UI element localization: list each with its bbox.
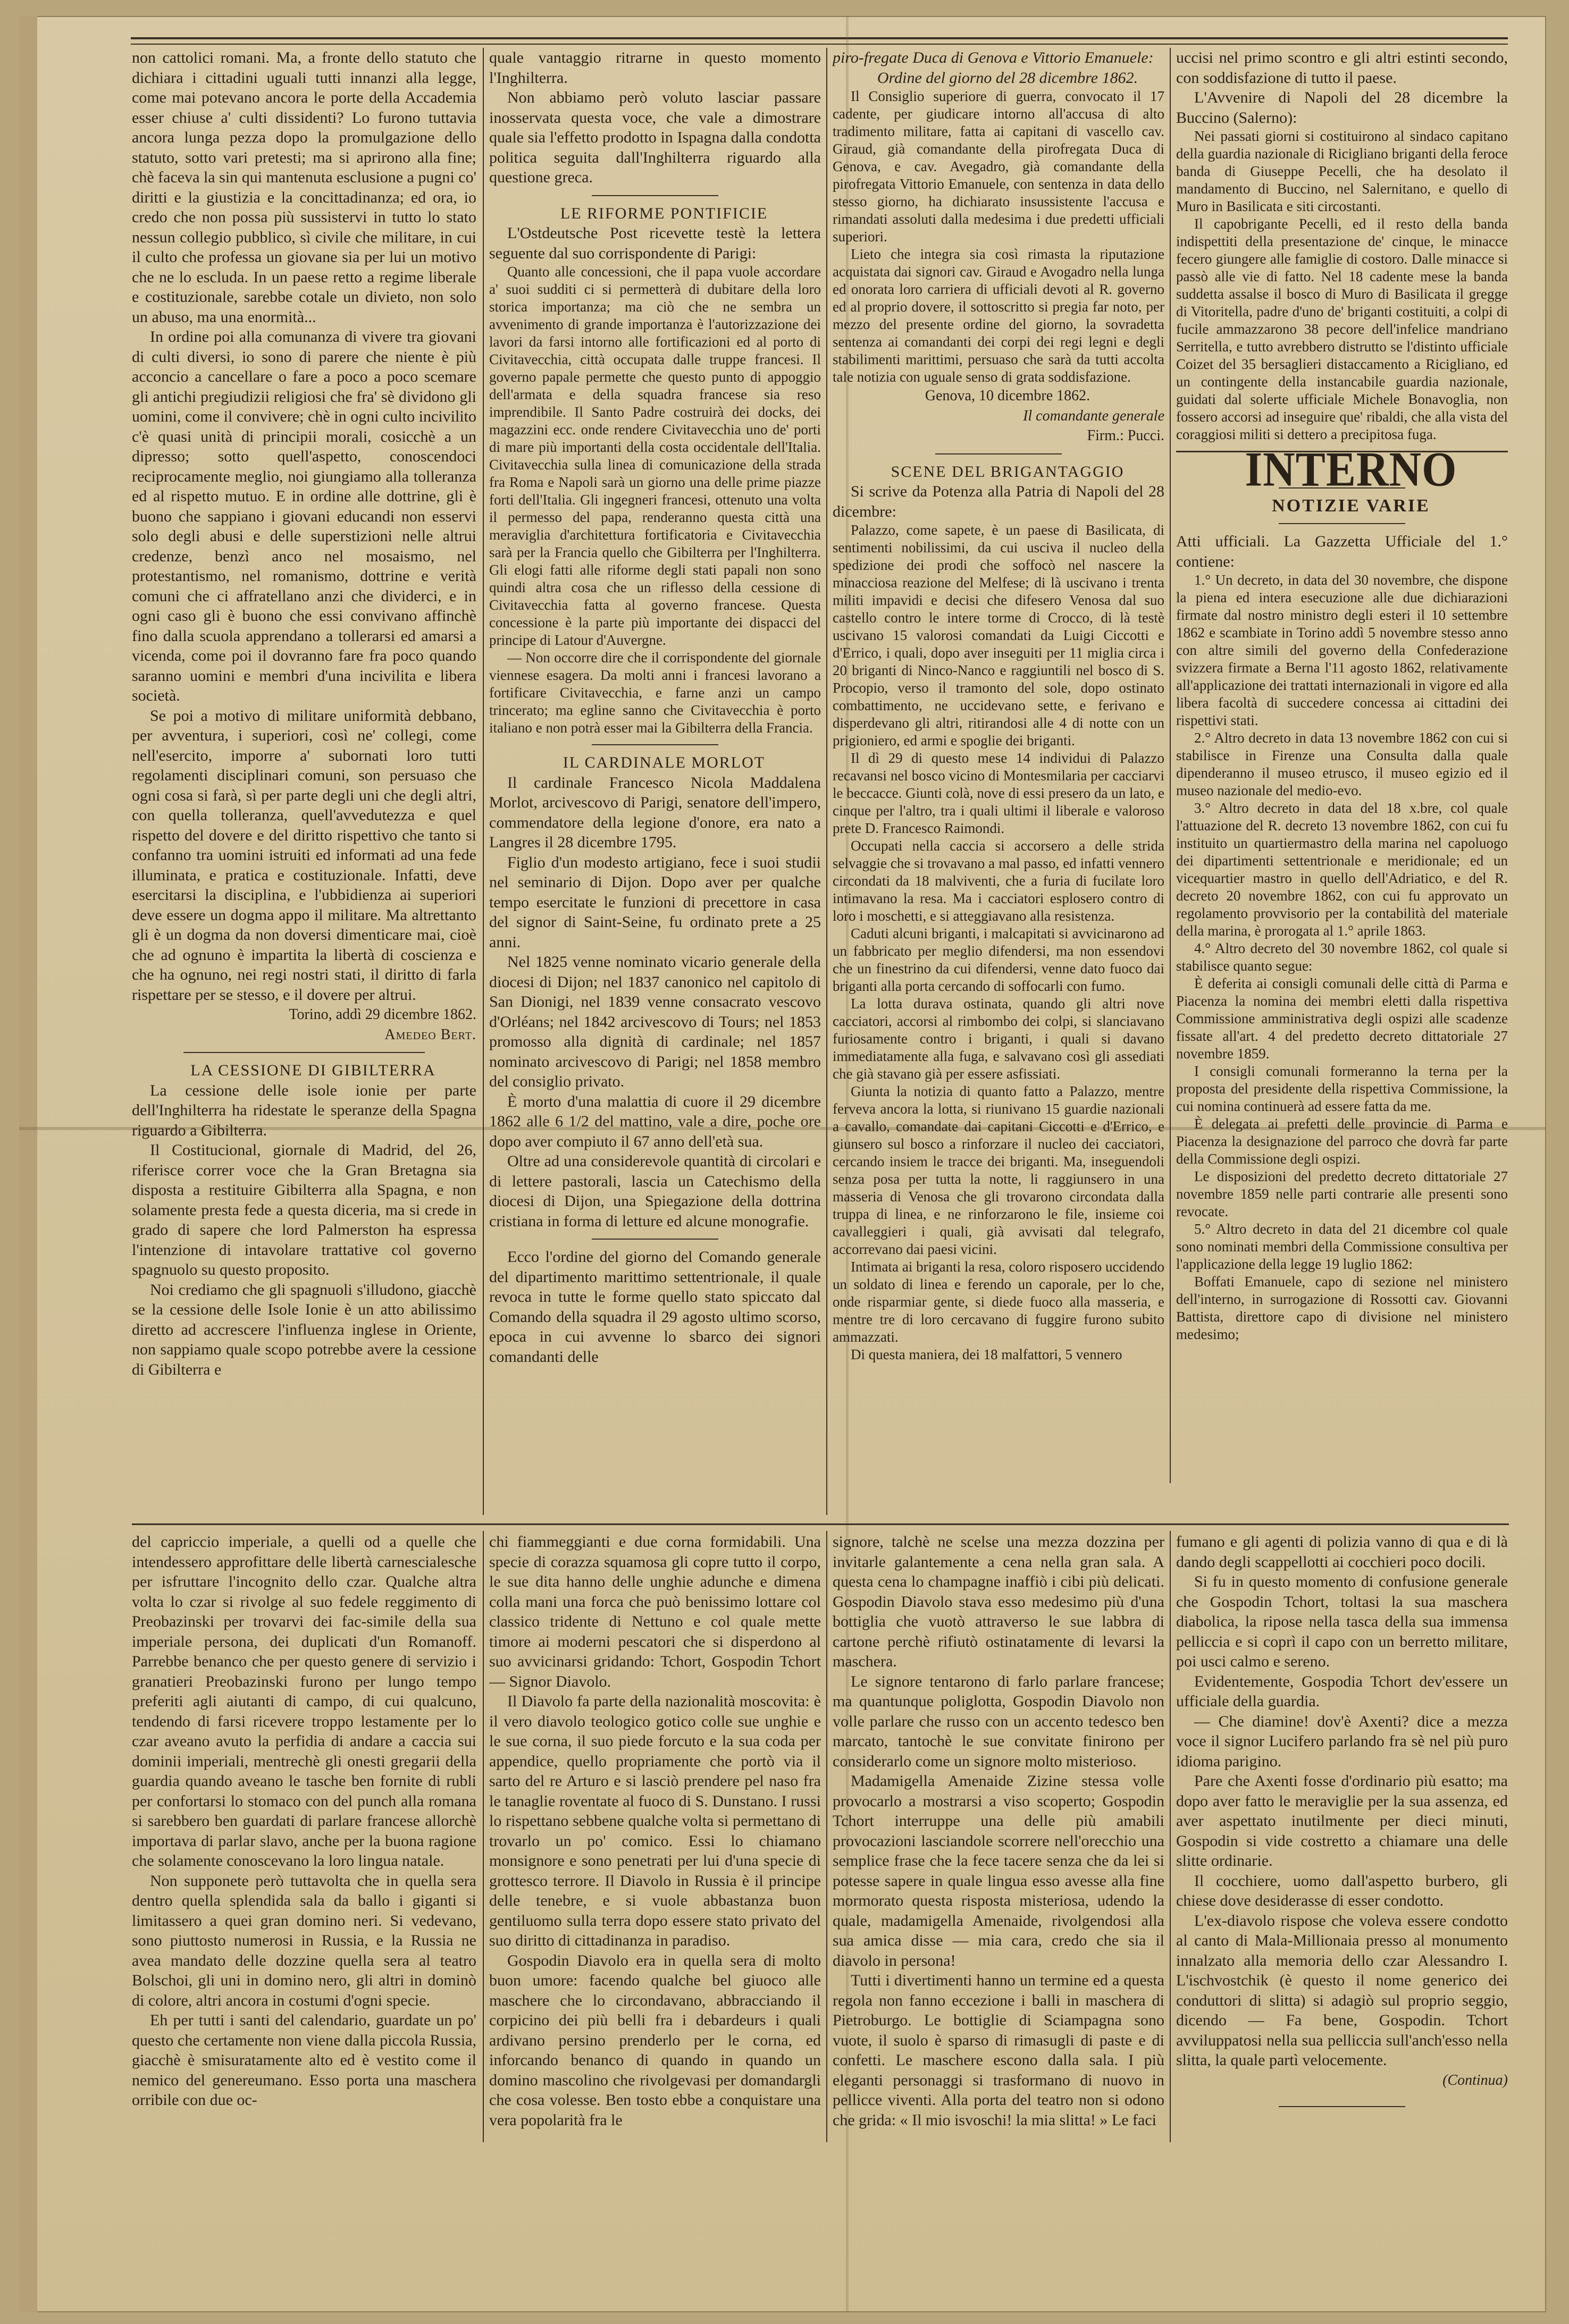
article-text: Ecco l'ordine del giorno del Comando generale del dipartimento marittimo settentrionale, il quale revoca in tutte le forme quello stato spiccato dal Comando della squadra il 29 agosto ultimo scorso, epoca in cui avvenne lo sbarco dei signori comandanti delle	[489, 1248, 821, 1366]
decree-item: I consigli comunali formeranno la terna per la proposta del presidente della rispettiva Commissione, la cui nomina continuerà ad essere fatta da me.	[1176, 1063, 1508, 1114]
section-rule	[592, 1239, 718, 1240]
section-rule	[183, 1052, 425, 1053]
article-text: Palazzo, come sapete, è un paese di Basilicata, di sentimenti nobilissimi, da cui usciva il nucleo della spedizione dei prodi che soffocò nel nascere la minacciosa reazione del Melfese; di là uscivano i trenta militi impavidi e decisi che difesero Venosa dal suo castello contro le intere torme di Crocco, di là testè uscivano 15 valorosi comandati da Luigi Ciccotti e d'Errico, i quali, dopo aver inseguiti per 11 miglia circa i 20 briganti di Ninco-Nanco e raggiuntili nel bosco di S. Procopio, verso il tramonto del sole, dopo ostinato combattimento, ne uccidevano sette, e ferivano e disperdevano gli altri, ritirandosi alle 4 di notte con un prigioniero, ed armi e spoglie dei briganti.	[833, 522, 1164, 748]
article-text: Il capobrigante Pecelli, ed il resto della banda indispettiti della presentazione de' cinque, le minacce fecero giungere alle famiglie di costoro. Dalle minacce si passò alle vie di fatto. Nel 18 cadente mese la banda suddetta assalse il bosco di Muro di Basilicata il gregge di Vitoritella, padre d'uno de' briganti costituiti, a colpi di fucile ammazzarono 38 pecore dell'infelice mandriano Serritella, e tutto avrebbero distrutto se l'distinto ufficiale Coizet del 35 bersaglieri distaccamento a Ricigliano, ed un contingente della instancabile guardia nazionale, guidati dal solerte ufficiale Michele Bonavoglia, non fossero accorsi ad inseguire que' ribaldi, che alla vista del coraggiosi militi si dettero a precipitosa fuga.	[1176, 216, 1508, 442]
article-text: È morto d'una malattia di cuore il 29 dicembre 1862 alle 6 1/2 del mattino, vale a dire, poche ore dopo aver compiuto il 67 anno dell'età sua.	[489, 1092, 821, 1150]
article-text: Se poi a motivo di militare uniformità debbano, per avventura, i superiori, così ne' collegi, come nell'esercito, imporre a' subornati loro tutti regolamenti disciplinari comuni, son persuaso che ogni cosa si farà, sì per parte degli uni che degli altri, con quella tolleranza, quell'avvedutezza e quel rispetto del dovere e del diritto rispettivo che tanto si confanno tra uomini istruiti ed informati ad una fede illuminata, e pratica e costituzionale. Infatti, deve esercitarsi la disciplina, e l'ubbidienza ai superiori deve essere un dogma appo il militare. Ma altrettanto gli è un dogma da non doversi dimenticare mai, cioè che ad ognuno è impartita la libertà di coscienza e che ha ognuno, nei regi nostri stati, il diritto di farla rispettare per se stesso, e il dovere per altrui.	[132, 706, 476, 1004]
feuilleton-text: Madamigella Amenaide Zizine stessa volle provocarlo a mostrarsi a viso scoperto; Gospodin Tchort interruppe una delle più amabili provocazioni lasciandole scorrere nell'orecchio una semplice frase che la fece tacere senza che da lei si potesse sapere in quale lingua esso avesse alla fine mormorato questa risposta misteriosa, udendo la quale, madamigella Amenaide, rivolgendosi alla sua amica disse — mia cara, credo che sia il diavolo in persona!	[833, 1772, 1164, 1969]
column-divider	[1170, 1531, 1171, 2142]
article-text: Giunta la notizia di quanto fatto a Palazzo, mentre ferveva ancora la lotta, si riunivano 15 guardie nazionali a cavallo, comandate dai capitani Ciccotti e d'Errico, e giunsero sul bosco a rinforzare il nucleo dei cacciatori, cercando insiem le tracce dei briganti. Ma, inseguendoli senza posa per tutta la notte, li raggiunsero in una masseria di Venosa che gli trovarono circondata dalla truppa di linea, e ne rinforzarono le file, insieme coi cavalleggieri i quali, già avvisati dal telegrafo, accorrevano dai paesi vicini.	[833, 1083, 1164, 1257]
article-text: Non abbiamo però voluto lasciar passare inosservata questa voce, che vale a dimostrare quale sia l'effetto prodotto in Ispagna dalla condotta politica seguita dall'Inghilterra riguardo alla questione greca.	[489, 89, 821, 186]
header-rule	[131, 37, 1508, 45]
article-text: Si scrive da Potenza alla Patria di Napoli del 28 dicembre:	[833, 483, 1164, 520]
editorial-note: — Non occorre dire che il corrispondente del giornale viennese esagera. Da molti anni i francesi lavorano a fortificare Civitavecchia, e farne anzi un campo trincerato; ma egline sanno che Civitavecchia è porto italiano e non potrà esser mai la Gibilterra della Francia.	[489, 650, 821, 736]
end-rule	[1279, 2106, 1405, 2107]
article-text: La lotta durava ostinata, quando gli altri nove cacciatori, accorsi al rimbombo dei colpi, si slanciavano furiosamente contro i briganti, i quali si davano immediatamente alla fuga, e salvavano così gli assediati che già stavano già per essere asfissiati.	[833, 996, 1164, 1082]
section-heading: IL CARDINALE MORLOT	[563, 754, 766, 771]
article-text: quale vantaggio ritrarne in questo momento l'Inghilterra.	[489, 49, 821, 87]
page-edge-left	[19, 16, 37, 2312]
column-4	[1176, 48, 1508, 1494]
section-heading: LA CESSIONE DI GIBILTERRA	[190, 1062, 436, 1079]
feuilleton-text: Pare che Axenti fosse d'ordinario più esatto; ma dopo aver fatto le meraviglie per la sua assenza, ed aver aspettato inutilmente per dieci minuti, Gospodin si vide costretto a chiamare una delle slitte ordinarie.	[1176, 1772, 1508, 1870]
decree-item: Le disposizioni del predetto decreto dittatoriale 27 novembre 1859 nelle parti contrarie alle presenti sono revocate.	[1176, 1168, 1508, 1219]
article-text: Noi crediamo che gli spagnuoli s'illudono, giacchè se la cessione delle Isole Ionie è un atto abilissimo diretto ad accrescere l'influenza inglese in Oriente, non sappiamo quale scopo potrebbe avere la cessione di Gibilterra e	[132, 1281, 476, 1378]
decree-item: 5.° Altro decreto in data del 21 dicembre col quale sono nominati membri della Commissione consultiva per l'applicazione della legge 19 luglio 1862:	[1176, 1221, 1508, 1272]
dateline: Torino, addì 29 dicembre 1862.	[289, 1006, 476, 1023]
order-title: Ordine del giorno del 28 dicembre 1862.	[877, 69, 1138, 87]
feuilleton-text: Tutti i divertimenti hanno un termine ed a questa regola non fanno eccezione i balli in maschera di Pietroburgo. Le bottiglie di Sciampagna sono vuote, il suolo è sparso di rimasugli di paste e di confetti. Le maschere escono dalla sala. I più eleganti personaggi si trasformano di nuovo in pellicce viventi. Alla porta del teatro non si odono che grida: « Il mio isvoschi! la mia slitta! » Le faci	[833, 1972, 1164, 2129]
feuilleton-column-3	[833, 1532, 1164, 2149]
article-text: uccisi nel primo scontro e gli altri estinti secondo, con soddisfazione di tutto il paese.	[1176, 49, 1508, 87]
order-text: Lieto che integra sia così rimasta la riputazione acquistata dai signori cav. Giraud e Avogadro nella lunga ed onorata loro carriera di ufficiali devoti al R. governo ed al proprio dovere, il sottoscritto si pregia far noto, per mezzo del presente ordine del giorno, la sovradetta sentenza ai comandanti dei corpi dei regi legni e degli stabilimenti marittimi, persuaso che sarà da tutti accolta tale notizia con uguale senso di grata soddisfazione.	[833, 246, 1164, 385]
order-signatory: Firm.: Pucci.	[1087, 427, 1164, 444]
newspaper-page	[19, 16, 1546, 2312]
feuilleton-text: Il cocchiere, uomo dall'aspetto burbero, gli chiese dove desiderasse di esser condotto.	[1176, 1872, 1508, 1909]
feuilleton-text: Si fu in questo momento di confusione generale che Gospodin Tchort, toltasi la sua maschera diabolica, la ripose nella tasca della sua immensa pelliccia e si coprì il capo con un berretto militare, poi usci calmo e sereno.	[1176, 1573, 1508, 1670]
feuilleton-text: Evidentemente, Gospodia Tchort dev'essere un ufficiale della guardia.	[1176, 1672, 1508, 1710]
subsection-title: NOTIZIE VARIE	[1272, 495, 1430, 516]
order-date: Genova, 10 dicembre 1862.	[925, 388, 1090, 404]
article-text: Nel 1825 venne nominato vicario generale della diocesi di Dijon; nel 1837 canonico nel capitolo di San Dionigi, nel 1839 venne consacrato vescovo d'Orléans; nel 1842 arcivescovo di Tours; nel 1853 promosso alla dignità di cardinale; nel 1857 nominato arcivescovo di Parigi; nel 1858 membro del consiglio privato.	[489, 953, 821, 1090]
article-text: piro-fregate Duca di Genova e Vittorio Emanuele:	[833, 49, 1154, 66]
article-text: Figlio d'un modesto artigiano, fece i suoi studii nel seminario di Dijon. Dopo aver per qualche tempo esercitate le funzioni di precettore in casa del signor di Saint-Seine, fu ordinato prete a 25 anni.	[489, 853, 821, 951]
section-heading: LE RIFORME PONTIFICIE	[560, 204, 768, 222]
section-title-interno: INTERNO	[1245, 442, 1457, 497]
feuilleton-rule	[132, 1523, 1509, 1525]
feuilleton-column-1	[132, 1532, 476, 2149]
column-divider	[1170, 48, 1171, 1483]
feuilleton-text: Il Diavolo fa parte della nazionalità moscovita: è il vero diavolo teologico gotico colle sue unghie e le sue corna, il suo piede forcuto e la sua coda per appendice, quello propriamente che portò via il sarto del re Arturo e si lasciò prendere pel naso fra le tanaglie roventate al fuoco di S. Dunstano. I russi lo rispettano sebbene qualche volta si permettano di trovarlo un po' comico. Essi lo chiamano monsignore e sono penetrati per lui d'una specie di grottesco terrore. Il Diavolo in Russia è il principe delle tenebre, e si vuole abbastanza buon gentiluomo sulla terra dopo essere stato privato del suo diritto di cittadinanza in paradiso.	[489, 1693, 821, 1949]
feuilleton-text: Non supponete però tuttavolta che in quella sera dentro quella splendida sala da ballo i giganti si limitassero a quei gran domino neri. Si vedevano, sono piuttosto numerosi in Russia, e la Russia ne avea mandato delle dozzine quella sera al teatro Bolschoi, gli uni in domino nero, gli altri in dominò di colore, altri ancora in costumi d'ogni specie.	[132, 1872, 476, 2009]
column-divider	[826, 48, 827, 1515]
article-text: Atti ufficiali. La Gazzetta Ufficiale del 1.° contiene:	[1176, 533, 1508, 570]
section-heading: SCENE DEL BRIGANTAGGIO	[891, 462, 1125, 481]
article-text: In ordine poi alla comunanza di vivere tra giovani di culti diversi, io sono di parere che niente è più acconcio a cancellare o fare a poco a poco scemare gli antichi pregiudizii religiosi che fra' sè dividono gli uomini, come il convivere; chè in ogni culto incivilito c'è quasi unità di principii morali, cosicchè a un dipresso; sotto quell'aspetto, conoscendoci reciprocamente meglio, noi giungiamo alla tolleranza ed al rispetto mutuo. E in ordine alle dottrine, gli è buono che sappiano i giovani educandi non esservi solo degli abusi e delle superstizioni nelle altrui credenze, benzì anco nel mosaismo, nel protestantismo, nel romanismo, dottrine e verità comuni che ci affratellano anzi che dividerci, e in ogni caso gli è buono che essi convivano affinchè fino dalla scuola apprendano a tollerarsi ed amarsi a vicenda, come poi il dovranno fare fra poco quando saranno uomini e membri d'una incivilita e libera società.	[132, 328, 476, 704]
feuilleton-text: — Che diamine! dov'è Axenti? dice a mezza voce il signor Lucifero parlando fra sè nel più puro idioma parigino.	[1176, 1712, 1508, 1770]
feuilleton-text: chi fiammeggianti e due corna formidabili. Una specie di corazza squamosa gli copre tutto il corpo, le sue dita hanno delle unghie adunche e dimena colla mani una forca che può benissimo lottare col classico tridente di Nettuno e col quale mette timore ai moderni pescatori che si disperdono al suo avvicinarsi gridando: Tchort, Gospodin Tchort — Signor Diavolo.	[489, 1533, 821, 1690]
article-text: Caduti alcuni briganti, i malcapitati si avvicinarono ad un fabbricato per meglio difendersi, ma non essendovi che un finestrino da cui difendersi, venne dato fuoco dai briganti alla porta cercando di soffocarli con fumo.	[833, 925, 1164, 994]
article-text: Il Costitucional, giornale di Madrid, del 26, riferisce correr voce che la Gran Bretagna sia disposta a restituire Gibilterra alla Spagna, e non solamente presta fede a questa diceria, ma si crede in grado di sapere che lord Palmerston ha espressa l'intenzione di intavolare trattative col governo spagnuolo su questo proposito.	[132, 1141, 476, 1278]
feuilleton-text: del capriccio imperiale, a quelli od a quelle che intendessero approfittare delle libertà carnescialesche per isfruttare l'incognito dello czar. Qualche altra volta lo czar si rivolge al suo fedele reggimento di Preobazinski per trovarvi dei fac-simile della sua imperiale persona, dei duplicati d'un Romanoff. Parrebbe benanco che per questo genere di servizio i granatieri Preobazinski furono per lungo tempo preferiti agli aiutanti di campo, di cui qualcuno, tendendo di farsi ricevere troppo lestamente per lo czar aveano avuto la perfidia di andare a caccia sui dominii imperiali, mentrechè gli onesti gregarii della guardia quando aveano le tasche ben fornite di rubli per confortarsi lo stomaco con del punch alla romana si sarebbero ben guardati di parlare francese allorchè importava di parlar slavo, anche per la buona ragione che solamente conoscevano la loro lingua natale.	[132, 1533, 476, 1870]
decree-item: 1.° Un decreto, in data del 30 novembre, che dispone la piena ed intera esecuzione alle due dichiarazioni firmate dal nostro ministro degli esteri il 10 settembre 1862 e scambiate in Torino addì 5 novembre stesso anno con altre simili del governo della Confederazione svizzera firmate a Berna l'11 agosto 1862, relativamente all'applicazione dei trattati internazionali in vigore ed alla libera facoltà di succedere concessa ai cittadini dei rispettivi stati.	[1176, 572, 1508, 728]
section-rule	[592, 195, 718, 196]
article-text: Nei passati giorni si costituirono al sindaco capitano della guardia nazionale di Ricigliano briganti della feroce banda di Giuseppe Pecelli, che ha desolato il mandamento di Buccino, nel Salernitano, e quello di Muro in Basilicata e siti circostanti.	[1176, 128, 1508, 214]
decree-item: 3.° Altro decreto in data del 18 x.bre, col quale l'attuazione del R. decreto 13 novembre 1862, con cui fu instituito un quartiermastro della marina nel capoluogo dei dipartimenti settentrionale e meridionale; ed un vicequartier mastro in quello dell'Adriatico, e del R. decreto 20 novembre 1862, con cui fu approvato un regolamento provvisorio per la contabilità del materiale della marina, è prorogata al 1.° aprile 1863.	[1176, 800, 1508, 939]
feuilleton-text: L'ex-diavolo rispose che voleva essere condotto al canto di Mala-Millionaia presso al monumento innalzato alla memoria dello czar Alessandro I. L'ischvostchik (è questo il nome generico dei conduttori di slitta) si adagiò sul proprio seggio, dicendo — Fa bene, Gospodin. Tchort avviluppatosi nella sua pelliccia sull'anch'esso nella slitta, la quale partì velocemente.	[1176, 1912, 1508, 2069]
author-signature: Amedeo Bert.	[384, 1026, 476, 1043]
column-3	[833, 48, 1164, 1515]
column-2	[489, 48, 821, 1515]
column-divider	[826, 1531, 827, 2142]
feuilleton-text: Gospodin Diavolo era in quella sera di molto buon umore: facendo qualche bel giuoco alle maschere che lo circondavano, abbracciando il corpicino dei più belli fra i debardeurs i quali ardivano persino prenderlo per le corna, ed inforcando benanco di quando in quando un domino mascolino che rivolgevasi per domandargli che cosa volesse. Ben tosto ebbe a conquistare una vera popolarità fra le	[489, 1951, 821, 2129]
article-text: Di questa maniera, dei 18 malfattori, 5 vennero	[851, 1346, 1122, 1362]
decree-item: Boffati Emanuele, capo di sezione nel ministero dell'interno, in surrogazione di Rossotti cav. Giovanni Battista, direttore capo di divisione nel ministero medesimo;	[1176, 1274, 1508, 1342]
section-rule	[1279, 523, 1405, 524]
article-text: Intimata ai briganti la resa, coloro risposero uccidendo un soldato di linea e ferendo un caporale, per lo che, onde risparmiar gente, si diede fuoco alla masseria, e mentre tre di loro cercavano di fuggire furono subito ammazzati.	[833, 1259, 1164, 1345]
section-rule	[935, 453, 1061, 454]
article-text: Il cardinale Francesco Nicola Maddalena Morlot, arcivescovo di Parigi, senatore dell'impero, commendatore della legione d'onore, era nato a Langres il 28 dicembre 1795.	[489, 773, 821, 851]
feuilleton-text: Le signore tentarono di farlo parlare francese; ma quantunque poliglotta, Gospodin Diavolo non volle parlare che russo con un accento tedesco ben marcato, tantochè le sue convitate finirono per considerarlo come un signore molto misterioso.	[833, 1672, 1164, 1770]
article-text: Il dì 29 di questo mese 14 individui di Palazzo recavansi nel bosco vicino di Montesmilaria per cacciarvi le beccacce. Giunti colà, nove di essi presero da un lato, e cinque per l'altro, tra i quali ultimi il liberale e valoroso prete D. Francesco Raimondi.	[833, 750, 1164, 836]
continued-marker: (Continua)	[1442, 2072, 1508, 2089]
column-1	[132, 48, 476, 1515]
feuilleton-column-4	[1176, 1532, 1508, 2149]
order-text: Il Consiglio superiore di guerra, convocato il 17 cadente, per giudicare intorno all'accusa di alto tradimento militare, fatta ai capitani di vascello cav. Giraud, già comandante della pirofregata Duca di Genova, e cav. Avegadro, già comandante della pirofregata Vittorio Emanuele, con sentenza in data dello stesso giorno, ha dichiarato insussistente l'accusa e rimandati assoluti dalla medesima i due predetti ufficiali superiori.	[833, 88, 1164, 245]
decree-item: 4.° Altro decreto del 30 novembre 1862, col quale si stabilisce quanto segue:	[1176, 940, 1508, 974]
decree-item: 2.° Altro decreto in data 13 novembre 1862 con cui si stabilisce in Firenze una Consulta dalla quale dipenderanno il museo etrusco, il museo egizio ed il museo nazionale del medio-evo.	[1176, 730, 1508, 798]
article-text: L'Avvenire di Napoli del 28 dicembre la Buccino (Salerno):	[1176, 89, 1508, 127]
decree-item: È deferita ai consigli comunali delle città di Parma e Piacenza la nomina dei membri eletti dalla rispettiva Commissione amministrativa degli ospizi alle scadenze fissate all'art. 4 del predetto decreto dittatoriale 27 novembre 1859.	[1176, 975, 1508, 1062]
article-text: La cessione delle isole ionie per parte dell'Inghilterra ha ridestate le speranze della Spagna riguardo a Gibilterra.	[132, 1081, 476, 1139]
feuilleton-text: Eh per tutti i santi del calendario, guardate un po' questo che certamente non viene dalla piccola Russia, giacchè è smisuratamente alto ed è vestito come il nemico del genereumano. Esso porta una maschera orribile con due oc-	[132, 2011, 476, 2109]
article-text: Oltre ad una considerevole quantità di circolari e di lettere pastorali, lascia un Catechismo della diocesi di Dijon, una Spiegazione della dottrina cristiana in forma di letture ed alcune monografie.	[489, 1152, 821, 1230]
article-text: Occupati nella caccia si accorsero a delle strida selvaggie che si trovavano a mal passo, ed infatti vennero circondati da 18 malviventi, che a furia di fucilate loro intimavano la resa. Ma i cacciatori esplosero contro di loro i moschetti, e si atteggiavano alla resistenza.	[833, 838, 1164, 924]
article-text: non cattolici romani. Ma, a fronte dello statuto che dichiara i cittadini uguali tutti innanzi alla legge, come mai potevano ancora le porte della Accademia esser chiuse a' culti dissidenti? Lo furono tuttavia ancora lunga pezza dopo la promulgazione dello statuto, sotto vari pretesti; ma si aprirono alla fine; chè faceva la sin qui mantenuta esclusione a pugni co' diritti e la giustizia e la concittadinanza; ed ora, io credo che non possa più sussistervi in tutto lo stato nessun collegio pubblico, sì civile che militare, in cui il culto che professa un giovane sia per lui un motivo che ne lo escluda. In un paese retto a regime liberale e costituzionale, sarebbe cotale un divieto, non solo un abuso, ma una enormità...	[132, 49, 476, 326]
column-divider	[483, 1531, 484, 2142]
section-rule	[592, 744, 718, 745]
article-text: L'Ostdeutsche Post ricevette testè la lettera seguente dal suo corrispondente di Parigi:	[489, 224, 821, 262]
column-divider	[483, 48, 484, 1515]
feuilleton-text: signore, talchè ne scelse una mezza dozzina per invitarle galantemente a cena nella gran sala. A questa cena lo champagne inaffiò i cibi più delicati. Gospodin Diavolo stava esso medesimo più d'una bottiglia che vuotò attraverso le sue labbra di cartone perchè rifiutò ostinatamente di levarsi la maschera.	[833, 1533, 1164, 1670]
feuilleton-text: fumano e gli agenti di polizia vanno di qua e di là dando degli scappellotti ai cocchieri poco docili.	[1176, 1533, 1508, 1571]
order-signatory: Il comandante generale	[1023, 407, 1164, 424]
decree-item: È delegata ai prefetti delle provincie di Parma e Piacenza la designazione del parroco che dovrà far parte della Commissione degli ospizi.	[1176, 1116, 1508, 1167]
quoted-letter: Quanto alle concessioni, che il papa vuole accordare a' suoi sudditi ci si permetterà di dubitare della loro storica importanza; ma ciò che ne sembra un avvenimento di grande importanza è l'autorizzazione dei lavori da farsi intorno alle fortificazioni ed al porto di Civitavecchia, città occupata dalle truppe francesi. Il governo papale permette che questo punto di appoggio dell'armata e della squadra francese sia reso imprendibile. Il Santo Padre costruirà dei docks, dei magazzini ecc. onde rendere Civitavecchia uno de' porti di mare più importanti della costa occidentale dell'Italia. Civitavecchia sulla linea di comunicazione della strada fra Roma e Napoli sarà un giorno una delle prime piazze forti dell'Italia. Gli ingegneri francesi, ottenuto una volta il permesso del papa, renderanno questa città una meraviglia d'architettura fortificatoria e Civitavecchia sarà per la Francia quello che Gibilterra per l'Inghilterra. Gli elogi fatti alle riforme degli stati papali non sono quindi altra cosa che un riflesso della cessione di Civitavecchia fatta al governo francese. Questa concessione è la parte più importante dei dispacci del principe di Latour d'Auvergne.	[489, 264, 821, 648]
feuilleton-column-2	[489, 1532, 821, 2149]
